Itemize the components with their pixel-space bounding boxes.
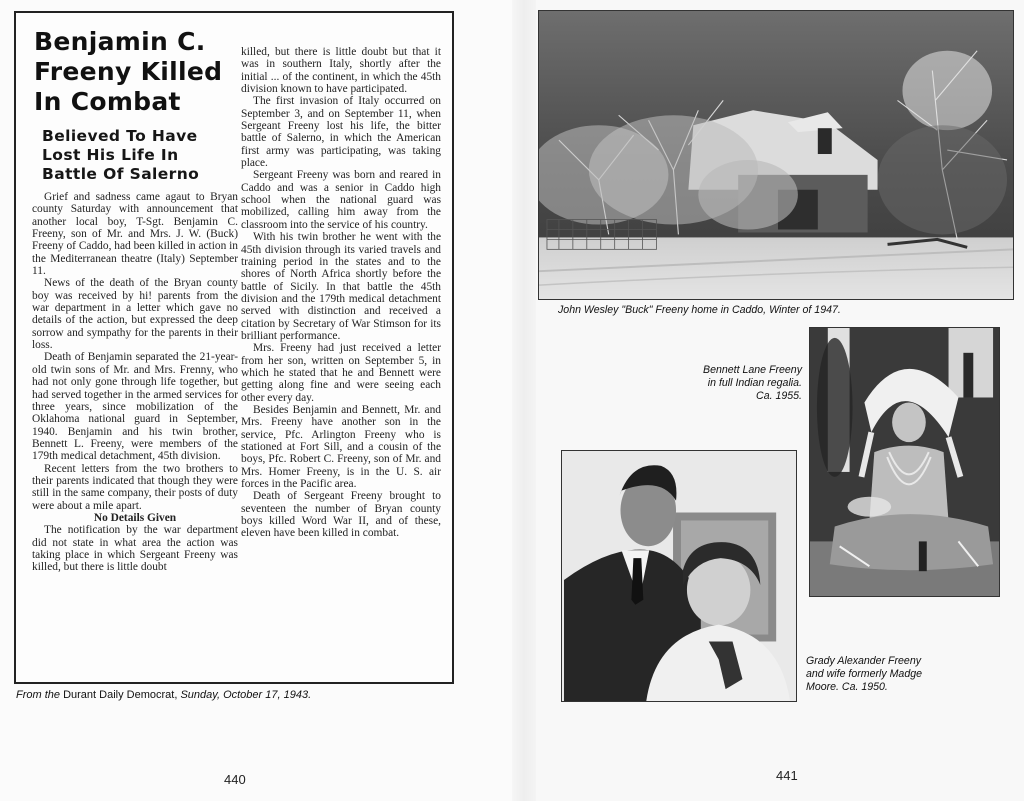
article-paragraph: Besides Benjamin and Bennett, Mr. and Mrs. Freeny have another son in the service, Pfc. Arlington Freeny who is stationed at Fort Sill, and a cousin of the boys, Pfc. Robert C. Freeny, son of Mr. and Mrs. Homer Freeny, is in the U. S. air forces in the Pacific area.	[241, 403, 441, 491]
caption-line: and wife formerly Madge	[806, 668, 922, 680]
section-heading: No Details Given	[93, 511, 177, 524]
caption-grady	[806, 655, 922, 694]
photo-freeny-home	[538, 10, 1014, 300]
source-newspaper: Durant Daily Democrat,	[63, 689, 178, 701]
house-image	[539, 11, 1013, 299]
article-paragraph: With his twin brother he went with the 45th division through its varied travels and training period in the states and to the shores of North Africa shortly before the battle of Sicily. In that battle the 45th division and the 179th medical detachment served with distinction and received a citation by Secretary of War Stimson for its brilliant performance.	[241, 231, 441, 342]
source-date: Sunday, October 17, 1943.	[180, 689, 312, 701]
bennett-image	[810, 328, 999, 596]
headline-line: Freeny Killed	[34, 57, 223, 86]
caption-line: Ca. 1955.	[756, 390, 802, 402]
article-paragraph: The first invasion of Italy occurred on September 3, and on September 11, when Sergeant Freeny lost his life, the bitter battle of Salerno, in which the American first army was participating, was taking place.	[241, 95, 441, 170]
article-paragraph: News of the death of the Bryan county boy was received by hi! parents from the war department in a letter which gave no details of the action, but expressed the deep sorrow and sympathy for the parents in their loss.	[32, 277, 238, 352]
article-paragraph: Recent letters from the two brothers to their parents indicated that though they were still in the same company, their posts of duty were about a mile apart.	[32, 462, 238, 512]
article-paragraph: Sergeant Freeny was born and reared in Caddo and was a senior in Caddo high school when the national guard was mobilized, calling him away from the classroom into the service of his country.	[241, 169, 441, 231]
book-gutter	[512, 0, 536, 801]
page-number-left: 440	[224, 772, 246, 787]
article-column-left	[32, 13, 238, 574]
subheadline-line: Believed To Have	[42, 127, 198, 145]
subheadline-line: Lost His Life In	[42, 146, 179, 164]
photo-bennett-regalia	[809, 327, 1000, 597]
newspaper-clipping	[14, 11, 454, 684]
article-paragraph: Death of Benjamin separated the 21-year-old twin sons of Mr. and Mrs. Frenny, who had not only gone through life together, but had served together in the armed services for three years, since mobilization of the Oklahoma national guard in September, 1940. Benjamin and his twin brother, Bennett L. Freeny, were members of the 179th medical detachment, 45th division.	[32, 351, 238, 463]
subheadline-line: Battle Of Salerno	[42, 165, 200, 183]
article-column-right	[241, 46, 441, 540]
caption-line: Moore. Ca. 1950.	[806, 681, 888, 693]
article-subheadline	[42, 127, 238, 184]
caption-line: Bennett Lane Freeny	[703, 364, 802, 376]
article-paragraph: Grief and sadness came agaut to Bryan county Saturday with announcement that another local boy, T-Sgt. Benjamin C. Freeny, son of Mr. and Mrs. J. W. (Buck) Freeny of Caddo, had been killed in action in the Mediterranean theatre (Italy) September 11.	[32, 191, 238, 278]
page-number-right: 441	[776, 768, 798, 783]
caption-freeny-home: John Wesley "Buck" Freeny home in Caddo, Winter of 1947.	[558, 304, 841, 316]
caption-line: Grady Alexander Freeny	[806, 655, 922, 667]
headline-line: Benjamin C.	[34, 27, 206, 56]
article-headline	[34, 27, 238, 117]
source-caption	[16, 689, 311, 701]
article-paragraph: The notification by the war department did not state in what area the action was taking place in which Sergeant Freeny was killed, but there is little doubt	[32, 524, 238, 574]
grady-image	[562, 451, 796, 701]
photo-grady-and-wife	[561, 450, 797, 702]
caption-line: in full Indian regalia.	[707, 377, 802, 389]
article-paragraph: Death of Sergeant Freeny brought to seventeen the number of Bryan county boys killed Word War II, and of these, eleven have been killed in combat.	[241, 490, 441, 540]
headline-line: In Combat	[34, 87, 181, 116]
source-prefix: From the	[16, 689, 61, 701]
article-continuation: killed, but there is little doubt but that it was in southern Italy, shortly after the initial ... of the continent, in which the 45th division known to have participated.	[241, 46, 441, 96]
caption-bennett	[690, 364, 802, 403]
article-paragraph: Mrs. Freeny had just received a letter from her son, written on September 5, in which he stated that he and Bennett were getting along fine and were seeing each other every day.	[241, 342, 441, 404]
